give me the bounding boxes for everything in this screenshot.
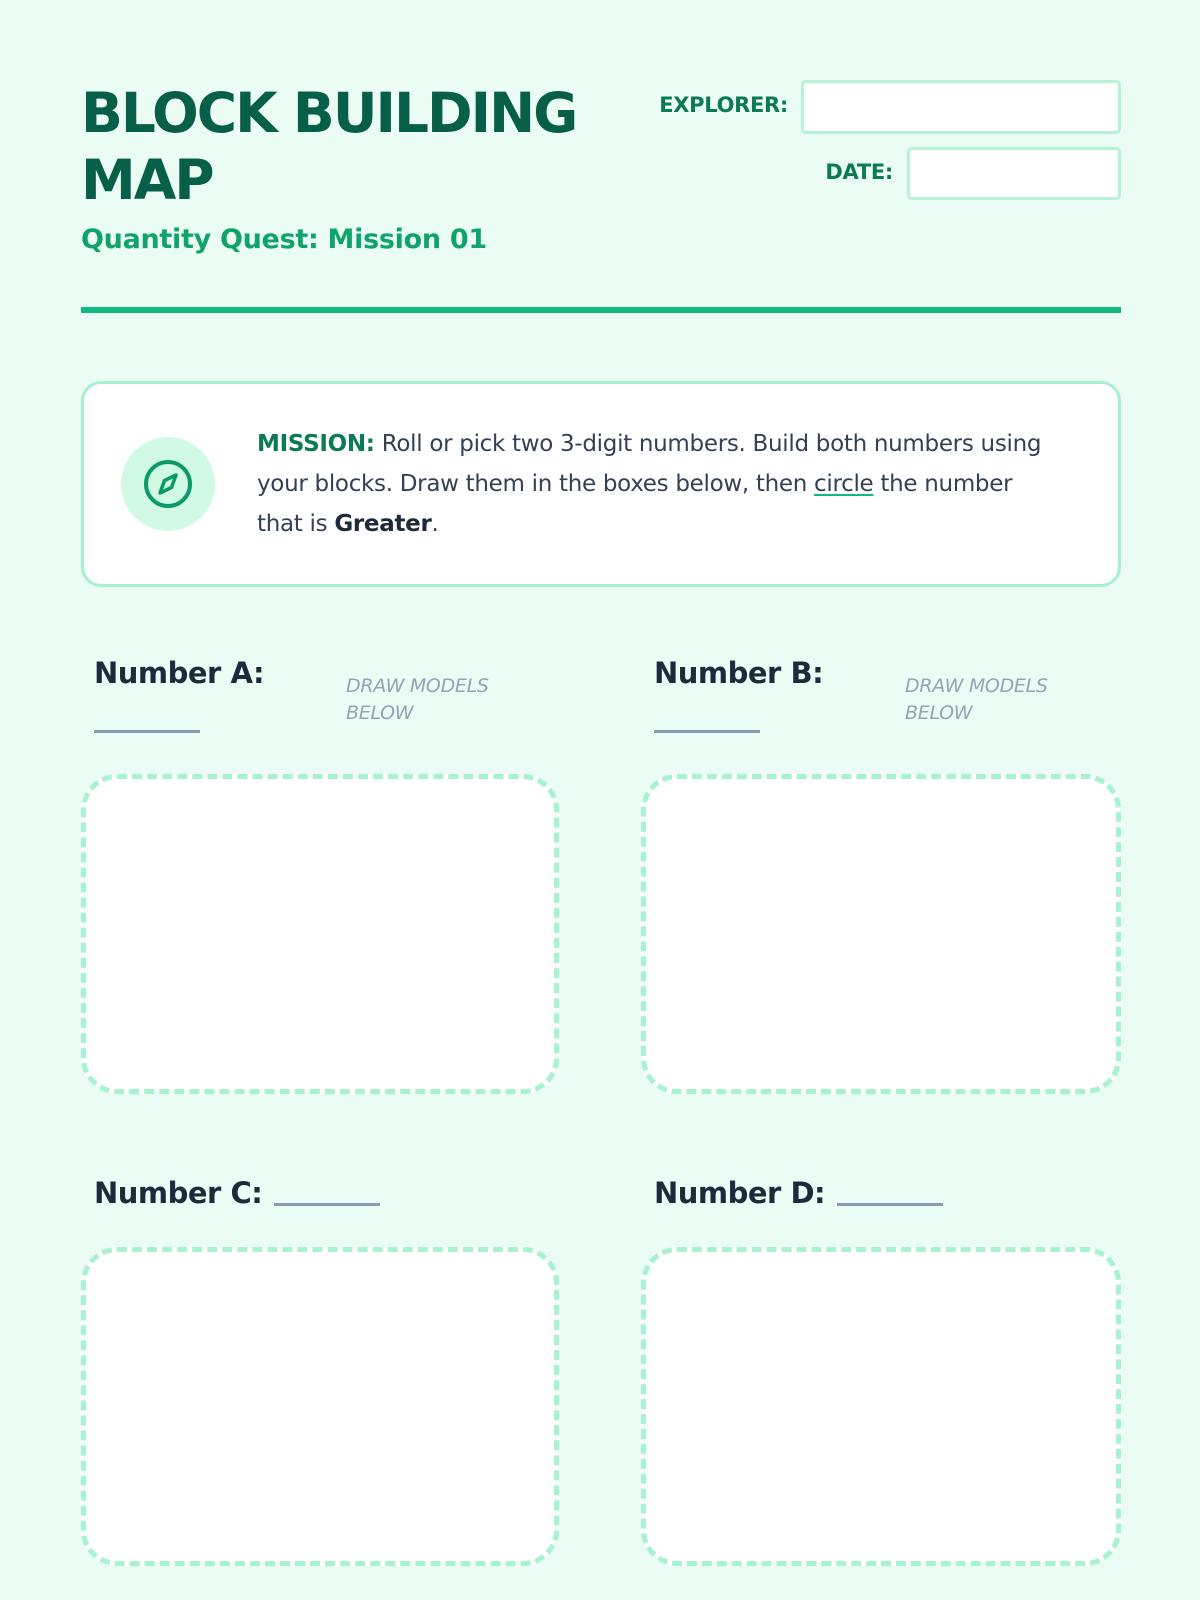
number-b-hint: DRAW MODELS BELOW <box>905 675 1048 724</box>
mission-strong: Greater <box>334 511 432 537</box>
number-b-blank[interactable] <box>654 730 760 733</box>
mission-text-part: the number that is <box>257 471 1013 537</box>
number-d-blank[interactable] <box>837 1203 943 1206</box>
date-field[interactable] <box>907 147 1121 200</box>
page-subtitle: Quantity Quest: Mission 01 <box>81 224 487 255</box>
page-title: BLOCK BUILDING MAP <box>81 81 577 212</box>
mission-lead: MISSION: <box>257 431 375 457</box>
date-label: DATE: <box>825 160 893 184</box>
explorer-label: EXPLORER: <box>659 93 788 117</box>
number-c-label: Number C: <box>94 1176 263 1210</box>
number-b-draw-box[interactable] <box>641 774 1121 1094</box>
compass-badge <box>121 437 215 531</box>
number-c-draw-box[interactable] <box>81 1247 559 1566</box>
number-a-label: Number A: <box>94 656 265 690</box>
number-d-draw-box[interactable] <box>641 1247 1121 1566</box>
explorer-field[interactable] <box>801 80 1121 134</box>
header-divider <box>81 307 1121 313</box>
number-a-blank[interactable] <box>94 730 200 733</box>
number-a-hint: DRAW MODELS BELOW <box>346 675 489 724</box>
mission-instructions <box>257 424 1057 544</box>
number-b-label: Number B: <box>654 656 824 690</box>
mission-text-part: Roll or pick two 3-digit numbers. Build both numbers using your blocks. Draw them in the boxes below, then <box>257 431 1042 497</box>
compass-icon <box>142 458 194 510</box>
mission-emphasis: circle <box>814 471 874 497</box>
mission-text-part: . <box>431 511 439 537</box>
number-d-label: Number D: <box>654 1176 826 1210</box>
number-c-blank[interactable] <box>274 1203 380 1206</box>
number-a-draw-box[interactable] <box>81 774 559 1094</box>
